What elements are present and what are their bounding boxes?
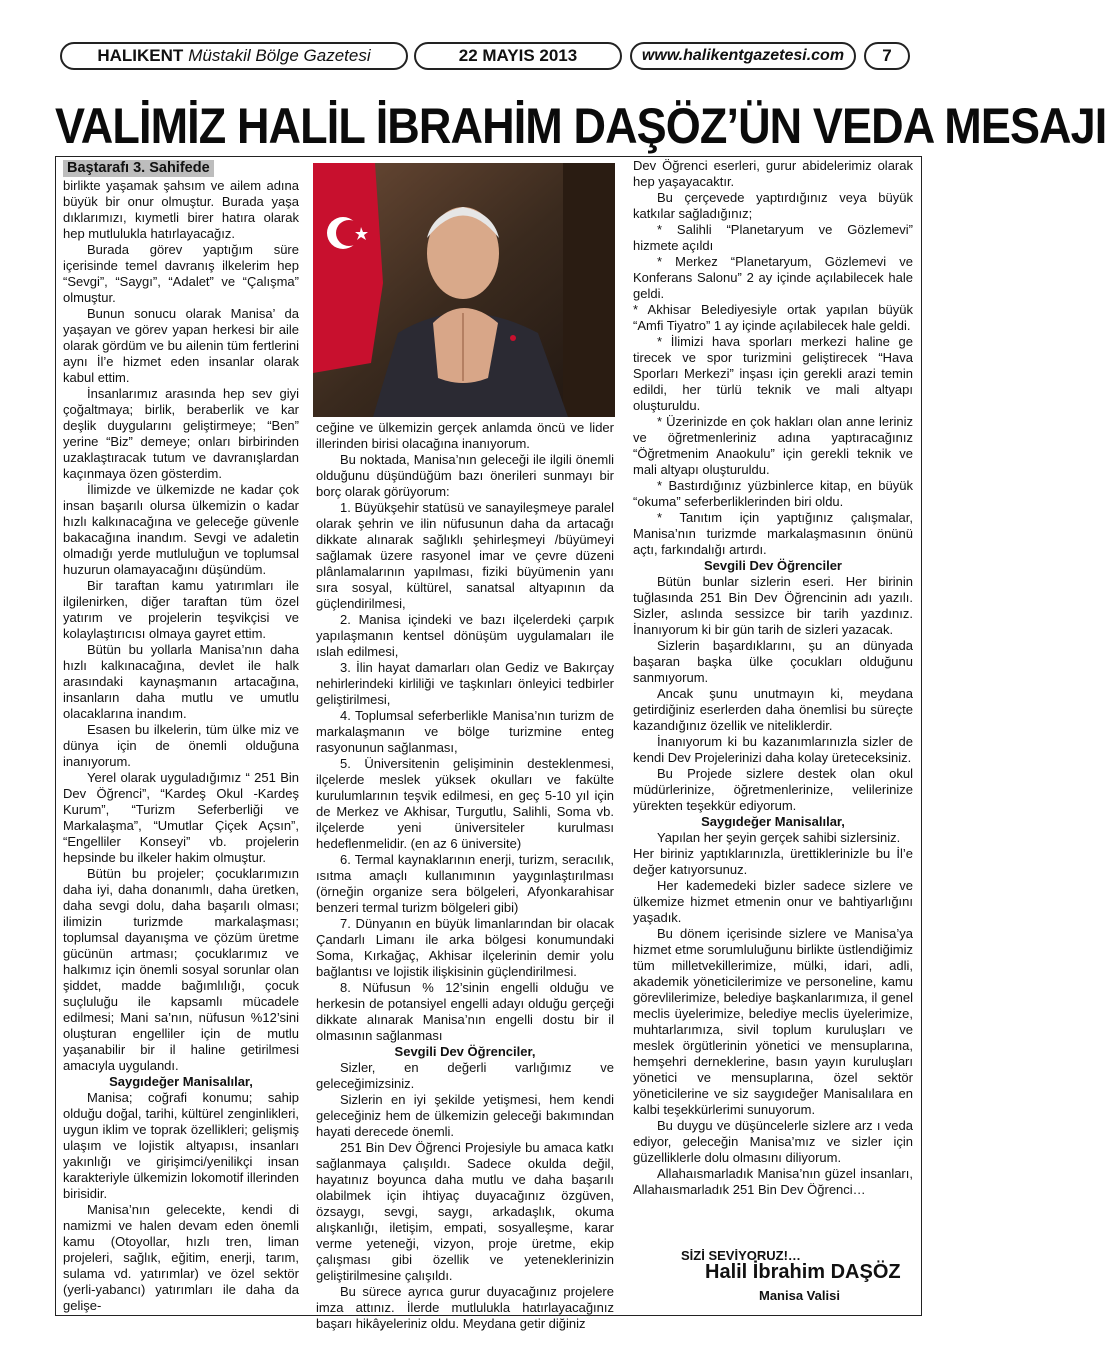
paragraph: Bu sürece ayrıca gurur duyacağınız projelere imza attınız. İlerde mutlulukla hatırlayacağınız başarı hikâyeleriniz oldu. Meydana getir diğiniz — [316, 1284, 614, 1331]
continuation-label: Baştarafı 3. Sahifede — [63, 160, 214, 177]
paragraph: * Salihli “Planetaryum ve Gözlemevi” hizmete açıldı — [633, 222, 913, 253]
paragraph: Allahaısmarladık Manisa’nın güzel insanları, Allahaısmarladık 251 Bin Dev Öğrenci… — [633, 1166, 913, 1197]
issue-date: 22 MAYIS 2013 — [414, 42, 622, 70]
article-headline: VALİMİZ HALİL İBRAHİM DAŞÖZ’ÜN VEDA MESAJI — [55, 98, 1106, 154]
paragraph: Bütün bunlar sizlerin eseri. Her birinin tuğlasında 251 Bin Dev Öğrencinin adı yazılı. Sizler, aslında sessizce bir tarih yazdınız. İnanıyorum ki bir gün tarih de sizleri yazacak. — [633, 574, 913, 637]
signatory-name: Halil İbrahim DAŞÖZ — [705, 1261, 901, 1283]
paragraph: Saygıdeğer Manisalılar, — [701, 814, 845, 829]
paragraph: * Tanıtım için yaptığınız çalışmalar, Manisa’nın turizmde markalaşmasının önünü açtı, farkındalığı artırdı. — [633, 510, 913, 557]
paragraph: 8. Nüfusun % 12’sinin engelli olduğu ve herkesin de potansiyel engelli adayı olduğu gerçeği dikkate alınarak Manisa’nın engelli dostu bir il olmasının sağlanması — [316, 980, 614, 1043]
paragraph: 6. Termal kaynaklarının enerji, turizm, seracılık, ısıtma amaçlı kullanımının yaygınlaştırılması (örneğin organize sera bölgeleri, Afyonkarahisar benzeri termal turizm bölgeleri gibi) — [316, 852, 614, 915]
masthead-pill — [60, 42, 408, 70]
paragraph: Bu Projede sizlere destek olan okul müdürlerinize, öğretmenlerinize, velilerinize yürekten teşekkür ediyorum. — [633, 766, 913, 813]
paragraph: İnsanlarımız arasında hep sev giyi çoğaltmaya; birlik, beraberlik ve kar deşlik duygularını geliştirmeye; “Ben” yerine “Biz” demeye; onları birbirinden uzaklaştıracak tutum ve davranışlardan kaçınmaya özen gösterdim. — [63, 386, 299, 481]
paragraph: Bir taraftan kamu yatırımları ile ilgilenirken, diğer taraftan tüm özel yatırım ve projelerin teşvikçisi ve kolaylaştırıcısı olmaya gayret ettim. — [63, 578, 299, 641]
paragraph: birlikte yaşamak şahsım ve ailem adına büyük bir onur olmuştur. Burada yaşa dıklarımızı, kıymetli birer hatıra olarak hep mutlulukla hatırlayacağız. — [63, 178, 299, 241]
signatory-title: Manisa Valisi — [759, 1288, 840, 1303]
paragraph: 7. Dünyanın en büyük limanlarından bir olacak Çandarlı Limanı ile arka bölgesi konumundaki Soma, Kırkağaç, Akhisar ilçelerinin demir yolu bağlantısı ve lojistik ilişkisinin güçlendirilmesi. — [316, 916, 614, 979]
text-column-3 — [633, 158, 913, 1308]
paragraph: İnanıyorum ki bu kazanımlarınızla sizler de kendi Dev Projelerinizi daha kolay üreteceksiniz. — [633, 734, 913, 765]
paragraph: Saygıdeğer Manisalılar, — [109, 1074, 253, 1089]
paragraph: Her biriniz yaptıklarınızla, ürettiklerinizle bu İl’e değer katıyorsunuz. — [633, 846, 913, 877]
paragraph: Bütün bu projeler; çocuklarımızın daha iyi, daha donanımlı, daha üretken, daha sevgi dolu, daha başarılı olması; ilimizin turizmde markalaşması; toplumsal dayanışma ve çözüm üretme gücünün artması; çocuklarımız ve halkımız için önemli sosyal sorunlar olan şiddet, madde bağımlılığı, çocuk suçluluğu ile kapsamlı mücadele edilmesi; Mani sa’nın, nüfusun %12’sini oluşturan engelliler için de mutlu yaşanabilir bir il haline getirilmesi amacıyla uygulandı. — [63, 866, 299, 1073]
paragraph: Esasen bu ilkelerin, tüm ülke miz ve dünya için de önemli olduğuna inanıyorum. — [63, 722, 299, 769]
governor-photo — [313, 163, 615, 417]
paragraph: Sizler, en değerli varlığımız ve geleceğimizsiniz. — [316, 1060, 614, 1091]
turkish-flag — [313, 163, 383, 373]
paragraph: Yapılan her şeyin gerçek sahibi sizlersiniz. — [657, 830, 901, 845]
paragraph: 251 Bin Dev Öğrenci Projesiyle bu amaca katkı sağlanmaya çalışıldı. Sadece okulda değil, hayatınız boyunca daha mutlu ve daha başarılı olabilmek için ihtiyaç duyacağınız özgüven, özsaygı, sevgi, saygı, arkadaşlık, okuma alışkanlığı, iletişim, empati, sosyalleşme, karar verme yeteneği, vizyon, proje üretme, ekip çalışması gibi özellik ve yeteneklerinizin geliştirilmesine çalışıldı. — [316, 1140, 614, 1283]
paragraph: İlimizde ve ülkemizde ne kadar çok insan başarılı olursa ülkemizin o kadar hızlı kalkınacağına ve geleceğe güvenle bakacağına inandım. Sevgi ve adaletin olmadığı yerde mutluluğun ve toplumsal huzurun olamayacağını düşündüm. — [63, 482, 299, 577]
page-number: 7 — [864, 42, 910, 70]
paragraph: 5. Üniversitenin gelişiminin desteklenmesi, ilçelerde meslek yüksek okulları ve fakülte kurulumlarının teşvik edilmesi, en geç 5-10 yıl için de Merkez ve Akhisar, Turgutlu, Salihli, Soma vb. ilçelerde yeni üniversiteler kurulması hedeflenmelidir. (en az 6 üniversite) — [316, 756, 614, 851]
closing-line: SİZİ SEVİYORUZ!… — [681, 1248, 801, 1263]
paragraph: Burada görev yaptığım süre içerisinde temel davranış ilkelerim hep “Sevgi”, “Saygı”, “Adalet” ve “Çalışma” olmuştur. — [63, 242, 299, 305]
paragraph: Sizlerin başardıklarını, şu an dünyada başaran başka ülke çocukları olduğunu sanmıyorum. — [633, 638, 913, 685]
paragraph: Bu duygu ve düşüncelerle sizlere arz ı veda ediyor, geleceğin Manisa’mız ve sizler için güzelliklerle dolu olmasını diliyorum. — [633, 1118, 913, 1165]
paragraph: 1. Büyükşehir statüsü ve sanayileşmeye paralel olarak şehrin ve ilin nüfusunun daha da artacağı dikkate alınarak sağlıklı şehirleşmeyi /büyümeyi sağlamak üzere rasyonel imar ve çevre düzeni plânlamalarının yapılması, fiziki büyümenin yanı sıra sosyal, kültürel, sanatsal altyapının da güçlendirilmesi, — [316, 500, 614, 611]
paragraph: Sevgili Dev Öğrenciler — [703, 558, 842, 573]
paragraph: Manisa; coğrafi konumu; sahip olduğu doğal, tarihi, kültürel zenginlikleri, uygun iklim ve toprak özellikleri; gelişmiş ulaşım ve lojistik altyapısı, insanları yakınlığı ve girişimci/yenilikçi insan karakteriyle ülkemizin lokomotif illerinden birisidir. — [63, 1090, 299, 1201]
paragraph: Ancak şunu unutmayın ki, meydana getirdiğiniz eserlerden daha önemlisi bu süreçte kazandığınız özellik ve niteliklerdir. — [633, 686, 913, 733]
paragraph: Her kademedeki bizler sadece sizlere ve ülkemize hizmet etmenin onur ve bahtiyarlığını yaşadık. — [633, 878, 913, 925]
paragraph: Sevgili Dev Öğrenciler, — [394, 1044, 536, 1059]
paragraph: Bu çerçevede yaptırdığınız veya büyük katkılar sağladığınız; — [633, 190, 913, 221]
paper-subtitle: Müstakil Bölge Gazetesi — [188, 46, 371, 65]
paragraph: Bu noktada, Manisa’nın geleceği ile ilgili önemli olduğunu düşündüğüm bazı önerileri sunmayı bir borç olarak görüyorum: — [316, 452, 614, 499]
paragraph: Bu dönem içerisinde sizlere ve Manisa’ya hizmet etme sorumluluğunu birlikte üstlendiğimiz tüm milletvekillerimize, mülki, idari, adli, akademik yöneticilerimize ve personeline, kamu görevlilerimize, belediye başkanlarımıza, il genel meclis üyelerimize, belediye meclis üyelerimize, muhtarlarımıza, sivil toplum kuruluşları ve meslek örgütlerinin yönetici ve mensuplarına, hemşehri derneklerine, basın yayın kuruluşları yönetici ve mensuplarına, özel sektör yöneticilerine ve siz saygıdeğer Manisalılara en kalbi teşekkürlerimi sunuyorum. — [633, 926, 913, 1117]
paragraph: * Üzerinizde en çok hakları olan anne leriniz ve öğretmenleriniz adına yaptıracağınız “Öğretmenim Anaokulu” için gerekli teknik ve mali altyapı oluşturuldu. — [633, 414, 913, 477]
paragraph: Sizlerin en iyi şekilde yetişmesi, hem kendi geleceğiniz hem de ülkemizin geleceği bakımından hayati derecede önemli. — [316, 1092, 614, 1139]
paragraph: * Bastırdığınız yüzbinlerce kitap, en büyük “okuma” seferberliklerinden biri oldu. — [633, 478, 913, 509]
paragraph: 3. İlin hayat damarları olan Gediz ve Bakırçay nehirlerindeki kirliliği ve taşkınları önleyici tedbirler geliştirilmesi, — [316, 660, 614, 707]
paragraph: 4. Toplumsal seferberlikle Manisa’nın turizm de markalaşmanın ve bölge turizmine enteg rasyonunun sağlanması, — [316, 708, 614, 755]
paragraph: ceğine ve ülkemizin gerçek anlamda öncü ve lider illerinden birisi olacağına inanıyorum. — [316, 420, 614, 451]
paragraph: Bütün bu yollarla Manisa’nın daha hızlı kalkınacağına, devlet ile halk arasındaki kaynaşmanın artacağına, insanların daha mutlu ve umutlu olacaklarına inandım. — [63, 642, 299, 721]
paragraph: 2. Manisa içindeki ve bazı ilçelerdeki çarpık yapılaşmanın kentsel dönüşüm uygulamaları ile ıslah edilmesi, — [316, 612, 614, 659]
text-column-1 — [63, 160, 299, 1313]
paper-name: HALIKENT — [97, 46, 184, 65]
paragraph: * Akhisar Belediyesiyle ortak yapılan büyük “Amfi Tiyatro” 1 ay içinde açılabilecek hale geldi. — [633, 302, 913, 333]
paragraph: Manisa’nın gelecekte, kendi di namizmi ve halen devam eden önemli kamu (Otoyollar, hızlı tren, liman projeleri, sağlık, eğitim, enerji, tarım, sulama vd. yatırımlar) ve özel sektör (yerli-yabancı) yatırımları ile daha da gelişe- — [63, 1202, 299, 1313]
text-column-2 — [316, 420, 614, 1331]
paragraph: * Merkez “Planetaryum, Gözlemevi ve Konferans Salonu” 2 ay içinde açılabilecek hale geldi. — [633, 254, 913, 301]
website-url[interactable]: www.halikentgazetesi.com — [630, 42, 856, 70]
signature-block — [633, 1248, 913, 1310]
paragraph: Yerel olarak uyguladığımız “ 251 Bin Dev Öğrenci”, “Kardeş Okul -Kardeş Kurum”, “Turizm Seferberliği ve Markalaşma”, “Umutlar Çiçek Açsın”, “Engelliler Konseyi” vb. projelerin hepsinde bu ilkeler hakim olmuştur. — [63, 770, 299, 865]
paragraph: Bunun sonucu olarak Manisa’ da yaşayan ve görev yapan herkesi bir aile olarak gördüm ve bu ailenin tüm fertlerini aynı İl’e hizmet eden insanlar olarak kabul ettim. — [63, 306, 299, 385]
paragraph: Dev Öğrenci eserleri, gurur abidelerimiz olarak hep yaşayacaktır. — [633, 158, 913, 189]
paragraph: * İlimizi hava sporları merkezi haline ge tirecek ve spor turizmini geliştirecek “Hava Sporları Merkezi” inşası için gerekli arazi temin edildi, her türlü teknik ve mali altyapı oluşturuldu. — [633, 334, 913, 413]
